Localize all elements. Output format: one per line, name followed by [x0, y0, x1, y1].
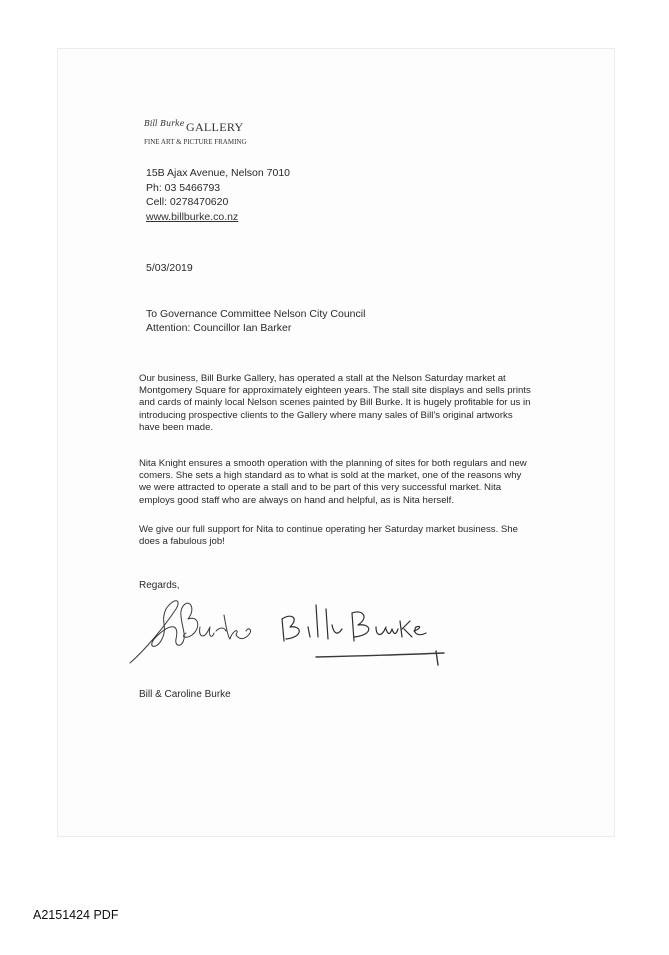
paragraph-line: does a fabulous job!: [139, 536, 225, 548]
paragraph-line: and cards of mainly local Nelson scenes painted by Bill Burke. It is hugely profitable for us in: [139, 397, 531, 409]
signature-caroline: [116, 587, 276, 667]
letterhead-tagline: FINE ART & PICTURE FRAMING: [144, 138, 247, 146]
paragraph-line: employs good staff who are always on hand and helpful, as is Nita herself.: [139, 494, 455, 506]
paragraph-line: have been made.: [139, 421, 214, 433]
paragraph-line: comers. She sets a high standard as to what is sold at the market, one of the reasons why: [139, 470, 522, 482]
paragraph-line: introducing prospective clients to the Gallery where many sales of Bill’s original artworks: [139, 409, 513, 421]
document-id: A2151424 PDF: [33, 908, 119, 922]
signature-bill: [276, 595, 506, 675]
website-link[interactable]: www.billburke.co.nz: [146, 210, 239, 223]
address-cell: Cell: 0278470620: [146, 196, 229, 208]
letter-page: [57, 48, 615, 837]
paragraph-line: Nita Knight ensures a smooth operation with the planning of sites for both regulars and new: [139, 458, 527, 469]
paragraph-3: [139, 524, 579, 548]
paragraph-1: [139, 373, 579, 434]
paragraph-line: We give our full support for Nita to continue operating her Saturday market business. She: [139, 524, 518, 535]
address-phone: Ph: 03 5466793: [146, 181, 221, 194]
paragraph-line: we were attracted to operate a stall and to be part of this very successful market. Nita: [139, 482, 502, 494]
address-street: 15B Ajax Avenue, Nelson 7010: [146, 167, 291, 179]
paragraph-2: [139, 458, 579, 507]
recipient-line-1: To Governance Committee Nelson City Council: [146, 308, 366, 320]
closing-regards: Regards,: [139, 580, 180, 591]
logo-script: Bill Burke: [144, 119, 185, 128]
gallery-name: GALLERY: [186, 120, 244, 134]
letter-date: 5/03/2019: [146, 262, 193, 274]
paragraph-line: Our business, Bill Burke Gallery, has operated a stall at the Nelson Saturday market at: [139, 373, 506, 384]
recipient-block: [146, 307, 365, 335]
paragraph-line: Montgomery Square for approximately eighteen years. The stall site displays and sells prints: [139, 385, 531, 397]
recipient-line-2: Attention: Councillor Ian Barker: [146, 322, 292, 334]
address-block: [146, 166, 290, 224]
signatory-names: Bill & Caroline Burke: [139, 689, 231, 700]
